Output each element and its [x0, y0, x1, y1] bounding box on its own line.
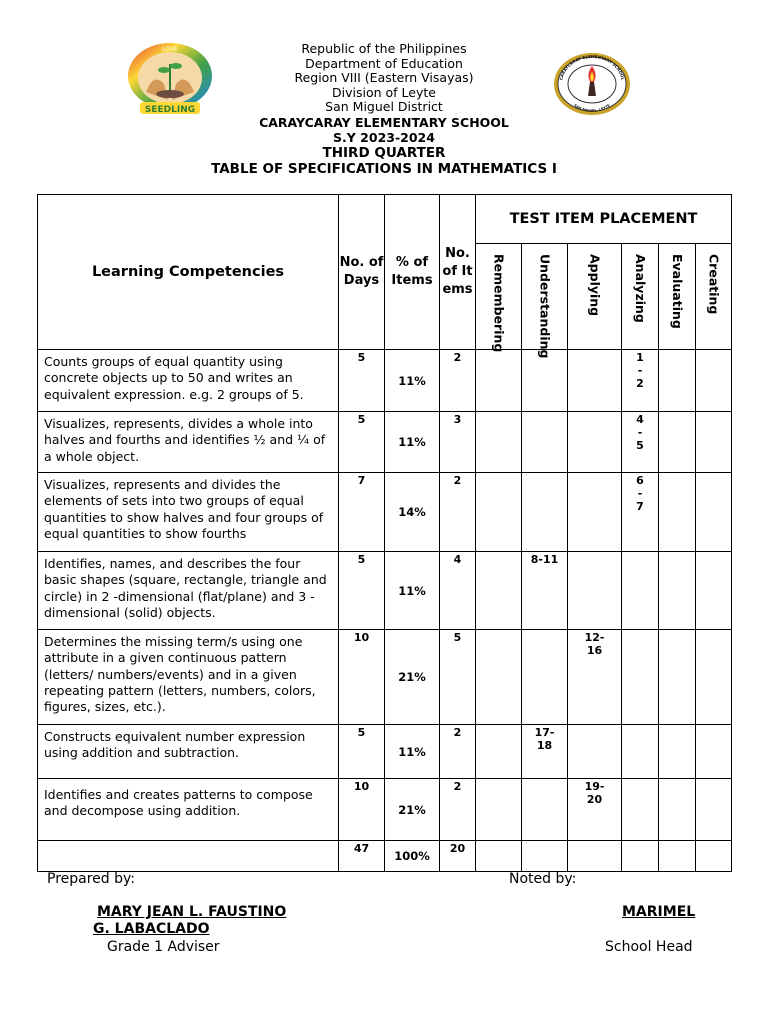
analyzing-cell — [622, 779, 659, 841]
days-cell: 5 — [339, 412, 385, 473]
total-percent: 100% — [385, 841, 440, 872]
header-evaluating-cell — [659, 244, 696, 350]
header-line: San Miguel District — [325, 99, 443, 114]
percent-cell: 11% — [385, 412, 440, 473]
school-name: CARAYCARAY ELEMENTARY SCHOOL — [259, 114, 509, 130]
empty-cell — [568, 841, 622, 872]
evaluating-cell — [659, 350, 696, 412]
header-analyzing: Analyzing — [633, 254, 648, 323]
creating-cell — [696, 412, 732, 473]
empty-cell — [622, 841, 659, 872]
header-line: Department of Education — [305, 55, 463, 71]
analyzing-cell: 1 - 2 — [622, 350, 659, 412]
items-cell: 2 — [440, 473, 476, 552]
header-line: Republic of the Philippines — [301, 41, 467, 56]
preparer-name: MARY JEAN L. FAUSTINO — [97, 904, 287, 920]
remembering-cell — [476, 412, 522, 473]
header-understanding: Understanding — [537, 254, 553, 359]
empty-cell — [476, 841, 522, 872]
understanding-cell: 8-11 — [522, 552, 568, 630]
competency-cell: Visualizes, represents and divides the elements of sets into two groups of equal quantities to show halves and four groups of equal quantities to show fourths — [38, 473, 339, 552]
evaluating-cell — [659, 725, 696, 779]
remembering-cell — [476, 630, 522, 725]
seedling-logo-text: SEEDLING — [144, 105, 196, 115]
percent-cell: 11% — [385, 350, 440, 412]
header-no-of-items: No. of Items — [440, 195, 476, 350]
items-cell: 3 — [440, 412, 476, 473]
total-items: 20 — [440, 841, 476, 872]
analyzing-cell — [622, 552, 659, 630]
header-line: Division of Leyte — [332, 84, 436, 100]
percent-cell: 11% — [385, 725, 440, 779]
applying-cell — [568, 412, 622, 473]
understanding-cell — [522, 473, 568, 552]
percent-cell: 21% — [385, 630, 440, 725]
days-cell: 5 — [339, 350, 385, 412]
header-line: Region VIII (Eastern Visayas) — [294, 70, 474, 85]
competency-cell: Identifies and creates patterns to compose and decompose using addition. — [38, 779, 339, 841]
items-cell: 4 — [440, 552, 476, 630]
evaluating-cell — [659, 552, 696, 630]
applying-cell: 12- 16 — [568, 630, 622, 725]
noted-by-label: Noted by: — [509, 871, 577, 887]
applying-cell: 19- 20 — [568, 779, 622, 841]
header-applying-cell — [568, 244, 622, 350]
understanding-cell — [522, 412, 568, 473]
prepared-by-label: Prepared by: — [47, 871, 135, 887]
items-cell: 2 — [440, 725, 476, 779]
understanding-cell: 17- 18 — [522, 725, 568, 779]
header-understanding-cell — [522, 244, 568, 359]
items-cell: 2 — [440, 779, 476, 841]
analyzing-cell — [622, 725, 659, 779]
seedling-logo-top-text: LOVE — [162, 46, 178, 53]
quarter: THIRD QUARTER — [322, 144, 446, 161]
header-evaluating: Evaluating — [670, 254, 685, 329]
header-remembering: Remembering — [491, 254, 507, 353]
items-cell: 2 — [440, 350, 476, 412]
preparer-name-continued: G. LABACLADO — [93, 921, 210, 937]
preparer-role: Grade 1 Adviser — [107, 939, 220, 955]
header-remembering-cell — [476, 244, 522, 353]
evaluating-cell — [659, 779, 696, 841]
remembering-cell — [476, 779, 522, 841]
school-head-name: MARIMEL — [622, 904, 696, 920]
competency-cell: Visualizes, represents, divides a whole into halves and fourths and identifies ½ and ¼ of a whole object. — [38, 412, 339, 473]
empty-cell — [522, 841, 568, 872]
empty-cell — [696, 841, 732, 872]
school-seal-bottom-text: SAN MIGUEL, LEYTE — [573, 103, 611, 114]
header-creating-cell — [696, 244, 732, 350]
table-row — [38, 779, 732, 841]
competency-cell: Identifies, names, and describes the four basic shapes (square, rectangle, triangle and circle) in 2 -dimensional (flat/plane) and 3 - dimensional (solid) objects. — [38, 552, 339, 630]
applying-cell — [568, 473, 622, 552]
table-row — [38, 725, 732, 779]
percent-cell: 11% — [385, 552, 440, 630]
analyzing-cell: 6 - 7 — [622, 473, 659, 552]
school-year: S.Y 2023-2024 — [333, 129, 435, 145]
percent-cell: 21% — [385, 779, 440, 841]
items-cell: 5 — [440, 630, 476, 725]
school-head-role: School Head — [605, 939, 693, 955]
header-percent-of-items: % of Items — [385, 195, 440, 350]
header-analyzing-cell — [622, 244, 659, 350]
empty-cell — [659, 841, 696, 872]
creating-cell — [696, 779, 732, 841]
header-no-of-days: No. of Days — [339, 195, 385, 350]
total-days: 47 — [339, 841, 385, 872]
specifications-table — [37, 194, 732, 872]
analyzing-cell: 4 - 5 — [622, 412, 659, 473]
evaluating-cell — [659, 412, 696, 473]
document-header — [0, 42, 768, 177]
creating-cell — [696, 473, 732, 552]
analyzing-cell — [622, 630, 659, 725]
creating-cell — [696, 552, 732, 630]
header-applying: Applying — [587, 254, 603, 317]
days-cell: 10 — [339, 630, 385, 725]
applying-cell — [568, 552, 622, 630]
remembering-cell — [476, 552, 522, 630]
competency-cell: Counts groups of equal quantity using concrete objects up to 50 and writes an equivalent expression. e.g. 2 groups of 5. — [38, 350, 339, 412]
remembering-cell — [476, 473, 522, 552]
remembering-cell — [476, 725, 522, 779]
days-cell: 7 — [339, 473, 385, 552]
applying-cell — [568, 725, 622, 779]
document-title: TABLE OF SPECIFICATIONS IN MATHEMATICS I — [211, 160, 557, 177]
percent-cell: 14% — [385, 473, 440, 552]
understanding-cell — [522, 350, 568, 412]
school-seal-ring-text: CARAYCARAY ELEMENTARY SCHOOL — [558, 53, 626, 81]
days-cell: 10 — [339, 779, 385, 841]
header-learning-competencies: Learning Competencies — [38, 195, 339, 350]
header-test-item-placement: TEST ITEM PLACEMENT — [476, 195, 732, 244]
table-row — [38, 630, 732, 725]
creating-cell — [696, 725, 732, 779]
table-row — [38, 350, 732, 412]
totals-label-cell — [38, 841, 339, 872]
evaluating-cell — [659, 630, 696, 725]
creating-cell — [696, 630, 732, 725]
totals-row — [38, 841, 732, 872]
table-row — [38, 412, 732, 473]
competency-cell: Constructs equivalent number expression using addition and subtraction. — [38, 725, 339, 779]
understanding-cell — [522, 630, 568, 725]
competency-cell: Determines the missing term/s using one attribute in a given continuous pattern (letters/ numbers/events) and in a given repeating pattern (letters, numbers, colors, figures, sizes, etc.). — [38, 630, 339, 725]
remembering-cell — [476, 350, 522, 412]
table-row — [38, 552, 732, 630]
understanding-cell — [522, 779, 568, 841]
days-cell: 5 — [339, 725, 385, 779]
evaluating-cell — [659, 473, 696, 552]
table-row — [38, 473, 732, 552]
days-cell: 5 — [339, 552, 385, 630]
creating-cell — [696, 350, 732, 412]
header-creating: Creating — [706, 254, 722, 315]
applying-cell — [568, 350, 622, 412]
